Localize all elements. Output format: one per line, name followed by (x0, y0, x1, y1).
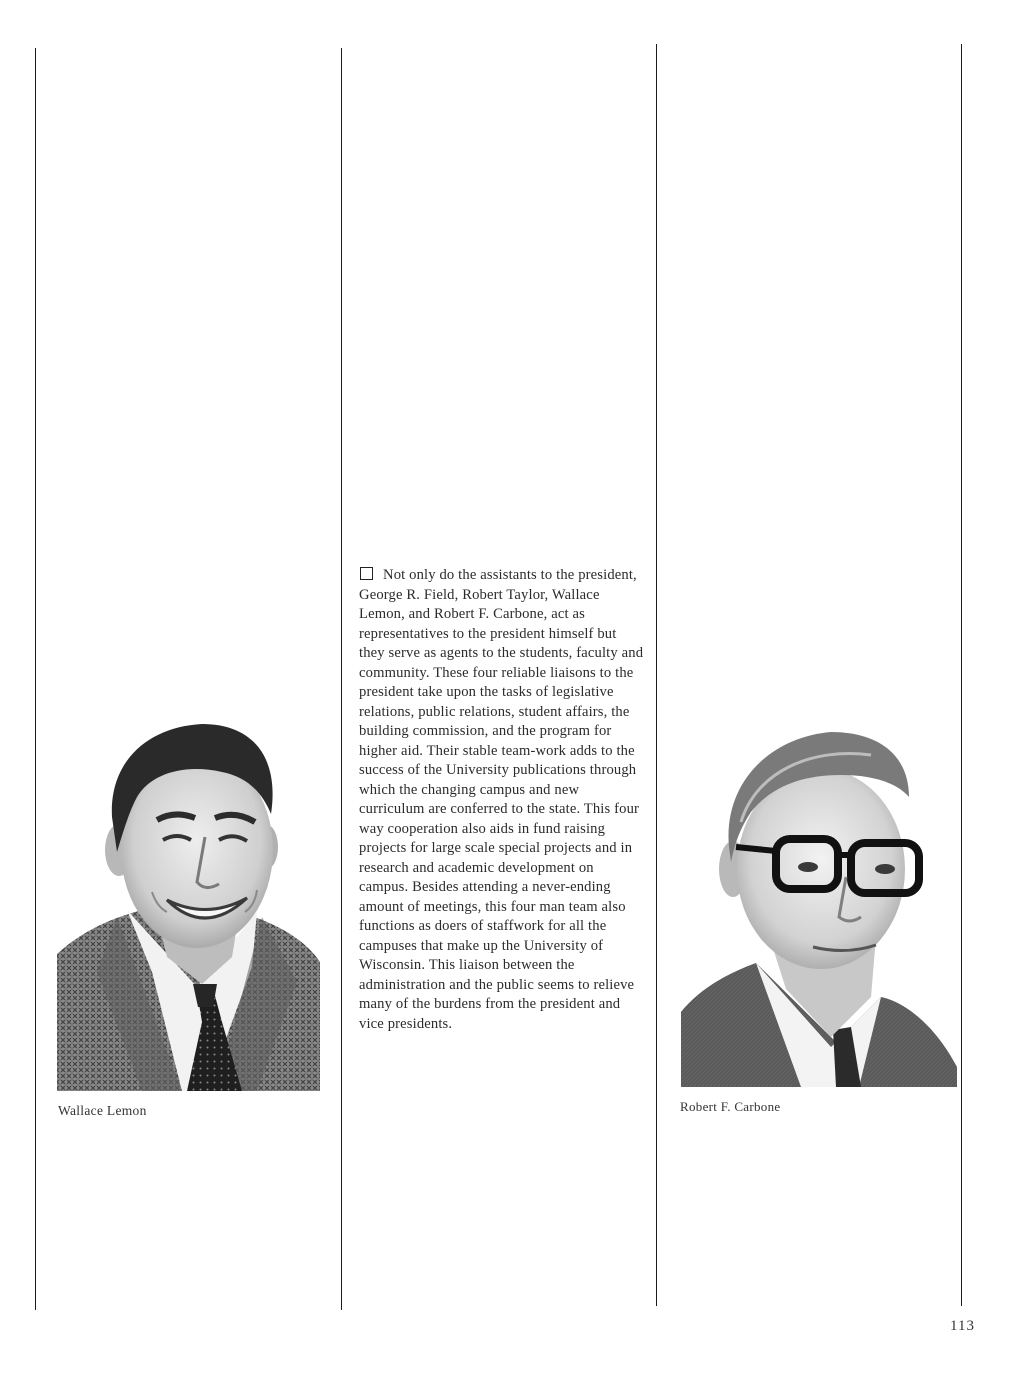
column-rule (341, 48, 342, 1310)
article-body (359, 566, 644, 1034)
photo-caption-wallace-lemon: Wallace Lemon (58, 1103, 147, 1118)
photo-caption-robert-f-carbone: Robert F. Carbone (680, 1099, 781, 1114)
column-rule (35, 48, 36, 1310)
page-number: 113 (950, 1318, 975, 1334)
column-rule (656, 44, 657, 1306)
portrait-photo-wallace-lemon (57, 722, 320, 1091)
portrait-photo-robert-f-carbone (681, 727, 957, 1087)
square-bullet-icon (360, 567, 373, 580)
portrait-image (57, 722, 320, 1091)
portrait-image (681, 727, 957, 1087)
column-rule (961, 44, 962, 1306)
article-body-text: Not only do the assistants to the president, George R. Field, Robert Taylor, Wallace Lemon, and Robert F. Carbone, act as representatives to the president himself but they serve as agents to the students, faculty and community. These four reliable liaisons to the president take upon the tasks of legislative relations, public relations, student affairs, the building commission, and the program for higher aid. Their stable team-work adds to the success of the University publications through which the changing campus and new curriculum are conferred to the state. This four way cooperation also aids in fund raising projects for large scale special projects and in research and academic development on campus. Besides attending a never-ending amount of meetings, this four man team also functions as doers of staffwork for all the campuses that make up the University of Wisconsin. This liaison between the administration and the public seems to relieve many of the burdens from the president and vice presidents. (359, 567, 644, 1032)
